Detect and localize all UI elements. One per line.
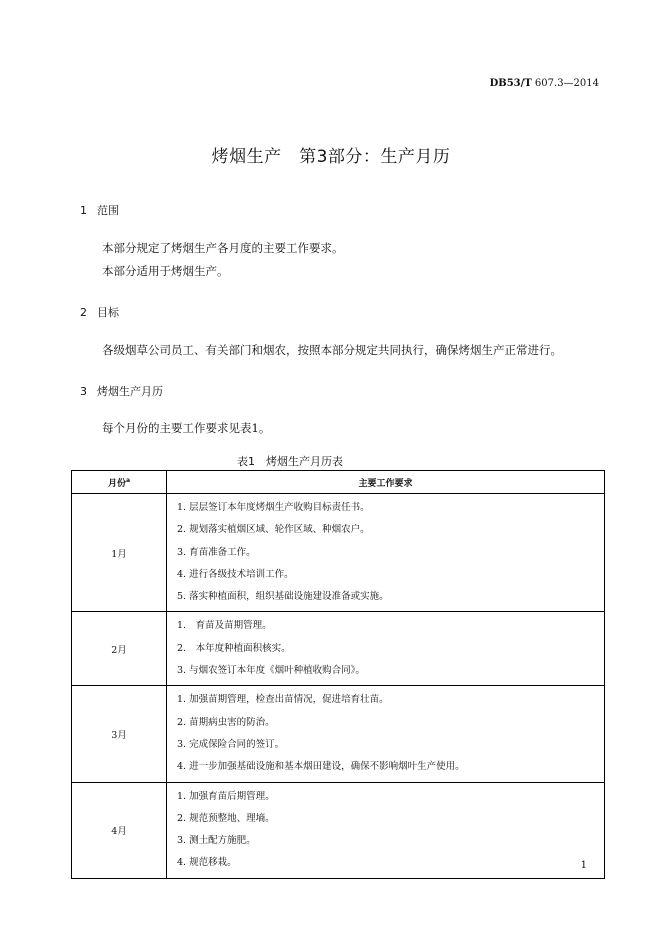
task-item: 1. 育苗及苗期管理。 bbox=[177, 620, 272, 632]
section-title: 范围 bbox=[97, 204, 119, 217]
table-row bbox=[72, 782, 605, 878]
table-row bbox=[72, 686, 605, 782]
section-title: 烤烟生产月历 bbox=[97, 385, 163, 398]
paragraph: 每个月份的主要工作要求见表1。 bbox=[102, 421, 271, 435]
task-item: 3. 完成保险合同的签订。 bbox=[177, 738, 285, 750]
task-item: 3. 育苗准备工作。 bbox=[177, 546, 256, 558]
standard-code: 607.3—2014 bbox=[534, 78, 599, 89]
section-heading-goal bbox=[80, 304, 119, 320]
standard-number bbox=[490, 78, 599, 89]
table-row bbox=[72, 612, 605, 686]
section-number: 3 bbox=[80, 385, 87, 398]
tasks-cell bbox=[167, 494, 605, 612]
month-cell: 1月 bbox=[72, 494, 167, 612]
task-item: 4. 进一步加强基础设施和基本烟田建设，确保不影响烟叶生产使用。 bbox=[177, 761, 465, 773]
month-cell: 4月 bbox=[72, 782, 167, 878]
section-number: 1 bbox=[80, 204, 87, 217]
standard-prefix: DB53/T bbox=[489, 78, 532, 89]
section-heading-scope bbox=[80, 202, 119, 218]
section-number: 2 bbox=[80, 306, 87, 319]
task-item: 2. 规范预整地、理墒。 bbox=[177, 812, 275, 824]
table-caption: 表1 烤烟生产月历表 bbox=[237, 455, 343, 468]
task-item: 1. 层层签订本年度烤烟生产收购目标责任书。 bbox=[177, 502, 370, 513]
tasks-column-header: 主要工作要求 bbox=[167, 471, 605, 494]
table-header-row bbox=[72, 471, 605, 494]
calendar-table bbox=[71, 470, 605, 879]
task-item: 3. 测土配方施肥。 bbox=[177, 835, 256, 847]
table-row bbox=[72, 494, 605, 612]
paragraph: 本部分规定了烤烟生产各月度的主要工作要求。 bbox=[102, 241, 344, 255]
section-title: 目标 bbox=[97, 306, 119, 319]
section-heading-calendar bbox=[80, 383, 163, 399]
paragraph: 各级烟草公司员工、有关部门和烟农，按照本部分规定共同执行，确保烤烟生产正常进行。 bbox=[102, 343, 562, 357]
task-item: 5. 落实种植面积，组织基础设施建设准备或实施。 bbox=[177, 591, 389, 603]
footnote-marker: a bbox=[125, 476, 131, 484]
task-item: 2. 苗期病虫害的防治。 bbox=[177, 716, 275, 728]
task-item: 2. 本年度种植面积核实。 bbox=[177, 642, 291, 654]
task-item: 4. 进行各级技术培训工作。 bbox=[177, 568, 294, 580]
task-item: 2. 规划落实植烟区域、轮作区域、种烟农户。 bbox=[177, 524, 370, 536]
task-item: 1. 加强育苗后期管理。 bbox=[177, 790, 275, 802]
tasks-cell bbox=[167, 686, 605, 782]
page-title: 烤烟生产 第3部分：生产月历 bbox=[211, 147, 451, 167]
paragraph: 本部分适用于烤烟生产。 bbox=[102, 264, 229, 278]
month-column-header: 月份$^a$ bbox=[72, 471, 167, 494]
task-item: 1. 加强苗期管理，检查出苗情况，促进培育壮苗。 bbox=[177, 694, 389, 706]
month-cell: 2月 bbox=[72, 612, 167, 686]
tasks-cell bbox=[167, 782, 605, 878]
task-item: 4. 规范移栽。 bbox=[177, 857, 237, 869]
task-item: 3. 与烟农签订本年度《烟叶种植收购合同》。 bbox=[177, 665, 365, 677]
month-cell: 3月 bbox=[72, 686, 167, 782]
page-number: 1 bbox=[580, 860, 587, 871]
tasks-cell bbox=[167, 612, 605, 686]
